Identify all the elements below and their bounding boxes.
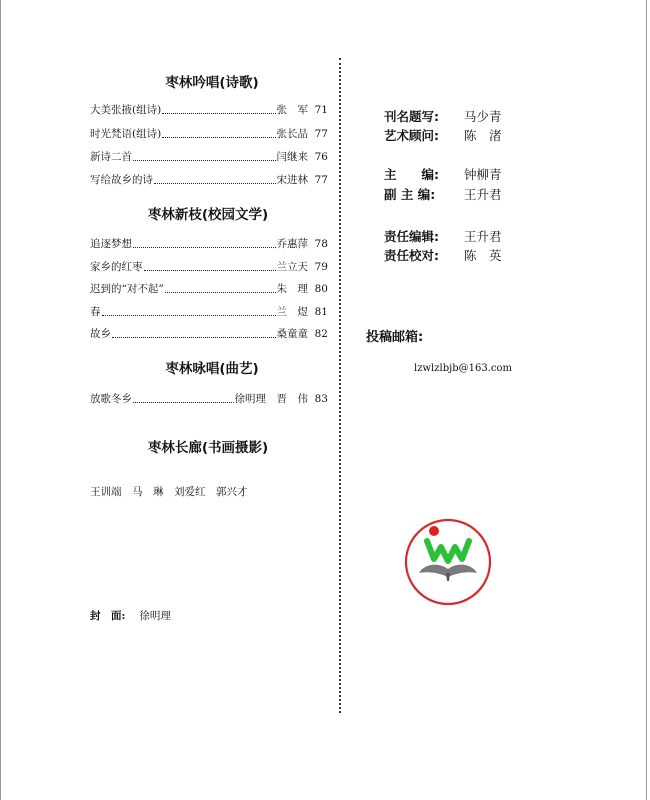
staff-row xyxy=(384,185,502,203)
staff-name: 马少青 xyxy=(464,109,502,124)
staff-role: 副 主 编: xyxy=(384,187,436,202)
section-title-campus: 枣林新枝(校园文学) xyxy=(147,207,269,223)
section-title-quyi: 枣林咏唱(曲艺) xyxy=(165,361,259,377)
toc-entry xyxy=(90,171,328,187)
toc-entry-page: 82 xyxy=(314,328,328,340)
toc-entry-author: 乔惠萍 xyxy=(276,238,308,250)
staff-name: 陈 渚 xyxy=(464,128,502,143)
leader-dots xyxy=(133,160,276,161)
toc-entry xyxy=(90,390,328,406)
toc-entry-title: 放歌冬乡 xyxy=(90,393,132,405)
page-right-border xyxy=(646,0,647,800)
staff-name: 王升君 xyxy=(464,229,502,244)
cover-name: 徐明理 xyxy=(139,610,171,622)
toc-entry-page: 80 xyxy=(314,283,328,295)
toc-entry xyxy=(90,258,328,274)
toc-entry-title: 迟到的“对不起” xyxy=(90,283,164,295)
leader-dots xyxy=(144,270,276,271)
cover-credit xyxy=(90,608,171,623)
toc-entry-title: 大美张掖(组诗) xyxy=(90,104,162,116)
leader-dots xyxy=(133,402,234,403)
page-left-border xyxy=(0,0,1,800)
toc-entry xyxy=(90,148,328,164)
toc-entry-page: 83 xyxy=(314,393,328,405)
toc-entry xyxy=(90,125,328,141)
toc-entry-title: 春 xyxy=(90,306,101,318)
toc-entry-author: 宋进林 xyxy=(276,174,308,186)
staff-name: 钟柳青 xyxy=(464,167,502,182)
submission-email-label: 投稿邮箱: xyxy=(366,330,424,345)
toc-entry xyxy=(90,303,328,319)
toc-entry-title: 故乡 xyxy=(90,328,111,340)
leader-dots xyxy=(133,247,276,248)
leader-dots xyxy=(165,292,276,293)
toc-entry-author: 徐明理 晋 伟 xyxy=(234,393,308,405)
magazine-logo-icon xyxy=(403,517,493,607)
toc-entry xyxy=(90,235,328,251)
staff-row xyxy=(384,126,502,144)
staff-role: 责任校对: xyxy=(384,248,439,263)
staff-role: 艺术顾问: xyxy=(384,128,439,143)
staff-name: 王升君 xyxy=(464,187,502,202)
leader-dots xyxy=(162,113,275,114)
staff-row xyxy=(384,107,502,125)
toc-entry-page: 77 xyxy=(314,128,328,140)
toc-entry-title: 写给故乡的诗 xyxy=(90,174,153,186)
toc-entry xyxy=(90,101,328,117)
toc-entry-page: 79 xyxy=(314,261,328,273)
toc-entry-page: 81 xyxy=(314,306,328,318)
toc-entry-page: 76 xyxy=(314,151,328,163)
section-title-gallery: 枣林长廊(书画摄影) xyxy=(147,440,269,456)
leader-dots xyxy=(154,183,276,184)
toc-entry xyxy=(90,280,328,296)
leader-dots xyxy=(162,137,275,138)
toc-entry-author: 兰 煜 xyxy=(276,306,308,318)
leader-dots xyxy=(112,337,276,338)
toc-entry-page: 71 xyxy=(314,104,328,116)
staff-name: 陈 英 xyxy=(464,248,502,263)
staff-role: 责任编辑: xyxy=(384,229,439,244)
toc-entry-author: 桑童童 xyxy=(276,328,308,340)
submission-email: lzwlzlbjb@163.com xyxy=(414,363,512,374)
toc-entry-page: 78 xyxy=(314,238,328,250)
staff-role: 刊名题写: xyxy=(384,109,439,124)
staff-row xyxy=(384,165,502,183)
toc-entry-title: 家乡的红枣 xyxy=(90,261,143,273)
toc-entry-title: 新诗二首 xyxy=(90,151,132,163)
cover-label: 封 面: xyxy=(90,610,126,622)
leader-dots xyxy=(102,315,276,316)
toc-entry-title: 追逐梦想 xyxy=(90,238,132,250)
toc-entry-page: 77 xyxy=(314,174,328,186)
staff-row xyxy=(384,246,502,264)
staff-row xyxy=(384,227,502,245)
gallery-contributors: 王训端 马 琳 刘爱红 郭兴才 xyxy=(90,486,248,498)
section-title-poetry: 枣林吟唱(诗歌) xyxy=(165,75,259,91)
toc-entry-author: 兰立天 xyxy=(276,261,308,273)
toc-entry-author: 张 军 xyxy=(276,104,308,116)
toc-entry-author: 张长品 xyxy=(276,128,308,140)
toc-entry-author: 朱 理 xyxy=(276,283,308,295)
column-divider xyxy=(339,58,341,713)
toc-entry-title: 时光梵语(组诗) xyxy=(90,128,162,140)
toc-entry-author: 闫继来 xyxy=(276,151,308,163)
staff-role: 主 编: xyxy=(384,167,439,182)
toc-entry xyxy=(90,325,328,341)
